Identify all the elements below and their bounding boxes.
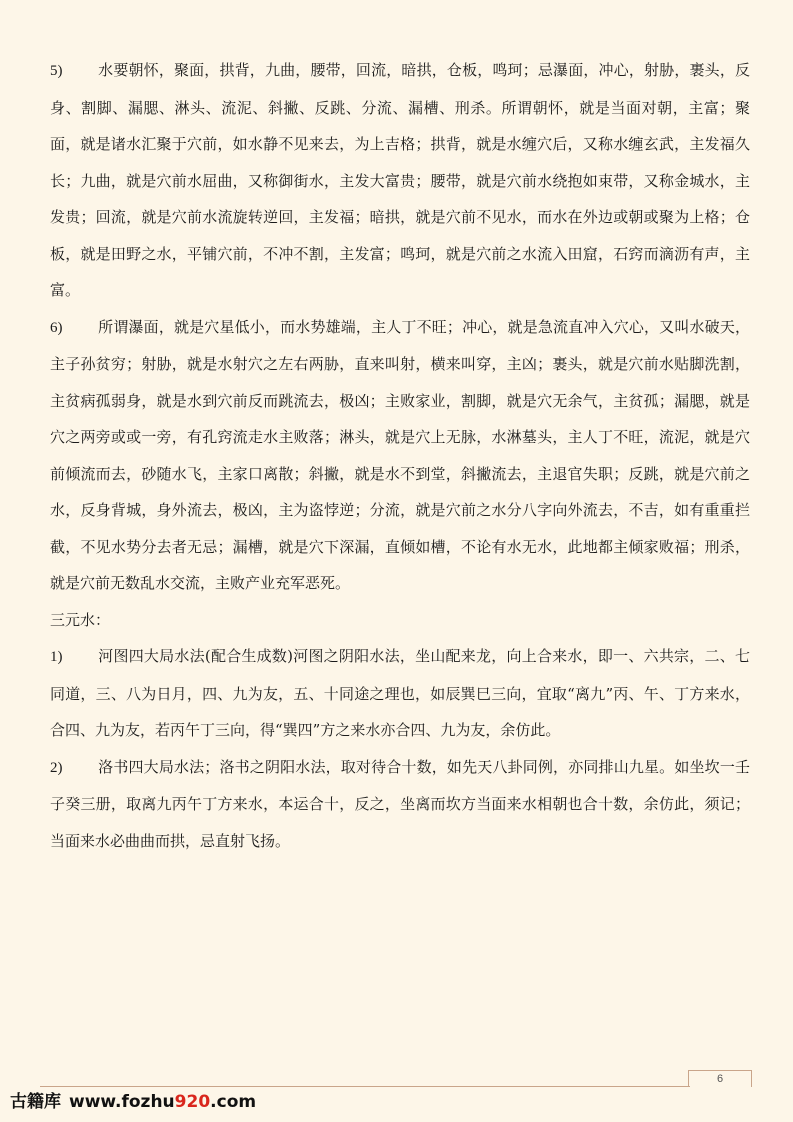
- item-number: 6): [50, 319, 63, 336]
- paragraph-5: [50, 52, 750, 309]
- footer-divider: [40, 1086, 690, 1087]
- brand-url-highlight: 920: [174, 1092, 211, 1112]
- watermark-brand: [10, 1090, 256, 1114]
- paragraph-text: 所谓瀑面，就是穴星低小，而水势雄端，主人丁不旺；冲心，就是急流直冲入穴心，又叫水破天，主子孙贫穷；射胁，就是水射穴之左右两胁，直来叫射，横来叫穿，主凶；裹头，就是穴前水贴脚洗割，主贫病孤弱身，就是水到穴前反而跳流去，极凶；主败家业，割脚，就是穴无余气，主贫孤；漏腮，就是穴之两旁或或一旁，有孔窍流走水主败落；淋头，就是穴上无脉，水淋墓头，主人丁不旺，流泥，就是穴前倾流而去，砂随水飞，主家口离散；斜撇，就是水不到堂，斜撇流去，主退官失职；反跳，就是穴前之水，反身背城，身外流去，极凶，主为盗悖逆；分流，就是穴前之水分八字向外流去，不吉，如有重重拦截，不见水势分去者无忌；漏槽，就是穴下深漏，直倾如槽，不论有水无水，此地都主倾家败福；刑杀，就是穴前无数乱水交流，主败产业充军恶死。: [50, 317, 750, 592]
- paragraph-2: [50, 749, 750, 860]
- paragraph-1: [50, 638, 750, 749]
- brand-url-suffix: .com: [210, 1092, 257, 1112]
- paragraph-text: 水要朝怀，聚面，拱背，九曲，腰带，回流，暗拱，仓板，鸣珂；忌瀑面，冲心，射胁，裹头，反身、割脚、漏腮、淋头、流泥、斜撇、反跳、分流、漏槽、刑杀。所谓朝怀，就是当面对朝，主富；聚面，就是诸水汇聚于穴前，如水静不见来去，为上吉格；拱背，就是水缠穴后，又称水缠玄武，主发福久长；九曲，就是穴前水屈曲，又称御街水，主发大富贵；腰带，就是穴前水绕抱如束带，又称金城水，主发贵；回流，就是穴前水流旋转逆回，主发福；暗拱，就是穴前不见水，而水在外边或朝或聚为上格；仓板，就是田野之水，平铺穴前，不冲不割，主发富；鸣珂，就是穴前之水流入田窟，石窍而滴沥有声，主富。: [50, 61, 750, 299]
- paragraph-6: [50, 309, 750, 602]
- page-number: 6: [688, 1070, 752, 1087]
- item-number: 5): [50, 63, 63, 79]
- item-number: 1): [50, 649, 63, 665]
- brand-url-prefix: www.fozhu: [69, 1092, 175, 1112]
- item-number: 2): [50, 759, 63, 776]
- page-content: [50, 52, 750, 859]
- paragraph-text: 河图四大局水法(配合生成数)河图之阴阳水法，坐山配来龙，向上合来水，即一、六共宗，二、七同道，三、八为日月，四、九为友，五、十同途之理也，如辰巽巳三向，宜取“离九”丙、午、丁方来水，合四、九为友，若丙午丁三向，得“巽四”方之来水亦合四、九为友，余仿此。: [50, 647, 750, 739]
- paragraph-text: 洛书四大局水法；洛书之阴阳水法，取对待合十数，如先天八卦同例，亦同排山九星。如坐坎一壬子癸三册，取离九丙午丁方来水，本运合十，反之，坐离而坎方当面来水相朝也合十数，余仿此，须记；当面来水必曲曲而拱，忌直射飞扬。: [50, 757, 750, 850]
- section-title: 三元水：: [50, 610, 111, 629]
- brand-name: 古籍库: [10, 1092, 61, 1112]
